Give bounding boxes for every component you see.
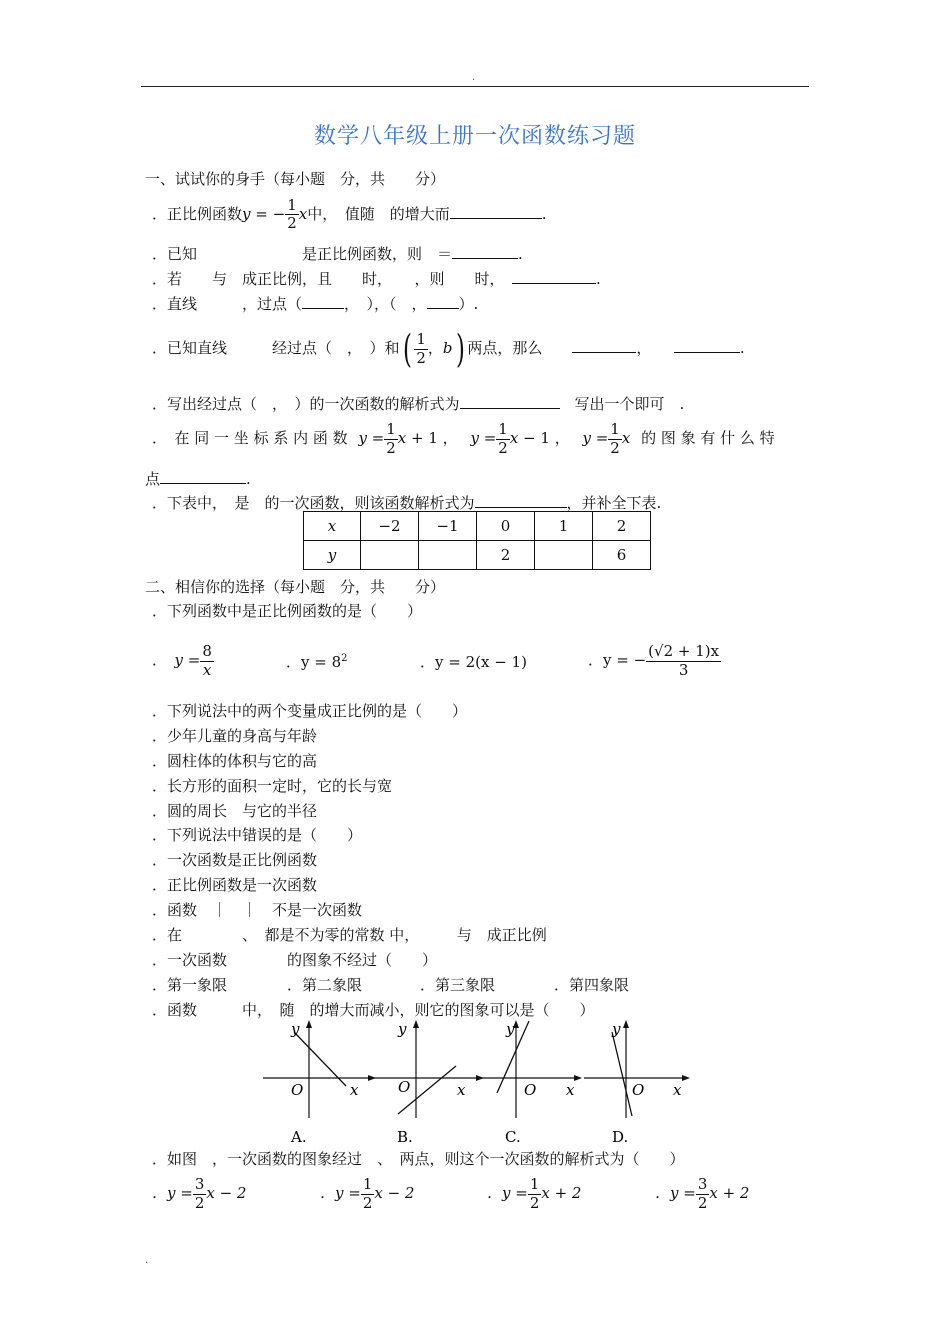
question-3: ．若 与 成正比例，且 时， ，则 时， .	[152, 270, 601, 288]
graph-option-a[interactable]	[258, 1018, 383, 1148]
question-14: ．如图 ，一次函数的图象经过 、 两点，则这个一次函数的解析式为（ ）	[152, 1150, 685, 1168]
table-row: y 2 6	[304, 541, 651, 570]
question-11-option-c[interactable]: ．函数 ｜ ｜ 不是一次函数	[152, 901, 363, 919]
question-12-option-d[interactable]: ．第四象限	[554, 976, 630, 994]
svg-text:O: O	[524, 1081, 537, 1099]
question-10-option-a[interactable]: ．少年儿童的身高与年龄	[152, 727, 318, 745]
svg-text:x: x	[566, 1081, 575, 1099]
question-12-option-c[interactable]: ．第三象限	[420, 976, 496, 994]
svg-text:y: y	[398, 1020, 407, 1038]
question-13: ．函数 中， 随 的增大而减小，则它的图象可以是（ ）	[152, 1001, 595, 1019]
question-14-option-b[interactable]: ．y = $\frac{1}{2}$ x − 2	[320, 1175, 415, 1212]
answer-blank[interactable]	[452, 244, 518, 259]
question-11-option-a[interactable]: ．一次函数是正比例函数	[152, 851, 318, 869]
footer-dot: .	[145, 1255, 149, 1266]
svg-text:C.: C.	[505, 1128, 521, 1146]
graph-option-d[interactable]	[582, 1018, 707, 1148]
fraction-half: $\frac{1}{2}$	[287, 196, 297, 233]
section2-heading: 二、相信你的选择（每小题 分，共 分）	[145, 578, 446, 596]
question-11-option-b[interactable]: ．正比例函数是一次函数	[152, 876, 318, 894]
value-table	[303, 511, 651, 570]
graph-option-c[interactable]	[474, 1018, 599, 1148]
svg-text:O: O	[291, 1081, 304, 1099]
section1-heading: 一、试试你的身手（每小题 分，共 分）	[145, 170, 446, 188]
question-14-option-c[interactable]: ．y = $\frac{1}{2}$ x + 2	[487, 1175, 582, 1212]
question-8: ．下表中， 是 的一次函数，则该函数解析式为 ，并补全下表.	[152, 494, 662, 512]
svg-text:B.: B.	[397, 1128, 413, 1146]
answer-blank[interactable]	[427, 294, 459, 309]
answer-blank[interactable]	[450, 204, 542, 219]
question-9-option-c[interactable]: ．y = 2(x − 1)	[420, 653, 527, 671]
question-11-option-d[interactable]: ．在 、 都是不为零的常数 中， 与 成正比例	[152, 926, 547, 944]
question-6: ．写出经过点（ ， ）的一次函数的解析式为 写出一个即可 .	[152, 395, 685, 413]
answer-blank[interactable]	[460, 394, 560, 409]
question-10-option-b[interactable]: ．圆柱体的体积与它的高	[152, 752, 318, 770]
svg-text:y: y	[291, 1020, 300, 1038]
svg-text:x: x	[673, 1081, 682, 1099]
question-5: ．已知直线 经过点（ ， ）和( $\frac{1}{2}$ ，b) 两点，那么 ， .	[152, 327, 745, 371]
graph-option-b[interactable]	[366, 1018, 491, 1148]
answer-blank[interactable]	[512, 269, 596, 284]
question-12-option-a[interactable]: ．第一象限	[152, 976, 228, 994]
answer-blank[interactable]	[160, 469, 246, 484]
answer-blank[interactable]	[475, 493, 567, 508]
question-7-cont: 点 .	[145, 470, 251, 488]
question-9-option-d[interactable]: ．y = − $\frac{(√2 + 1)x}{3}$	[588, 642, 720, 679]
svg-text:O: O	[632, 1081, 645, 1099]
question-9-option-a[interactable]: ． y = $\frac{8}{x}$	[152, 642, 212, 679]
question-14-option-a[interactable]: ．y = $\frac{3}{2}$ x − 2	[152, 1175, 247, 1212]
answer-blank[interactable]	[674, 338, 740, 353]
question-7: ． 在 同 一 坐 标 系 内 函 数 y = $\frac{1}{2}$ x + 1 ， y = $\frac{1}{2}$ x − 1 ， y = $\frac{1}{2}$ x 的 图 象 有 什 么 特	[152, 420, 775, 457]
svg-text:O: O	[398, 1078, 411, 1096]
svg-text:x: x	[350, 1081, 359, 1099]
svg-text:y: y	[612, 1020, 621, 1038]
answer-blank[interactable]	[572, 338, 636, 353]
question-10-option-c[interactable]: ．长方形的面积一定时，它的长与宽	[152, 777, 393, 795]
question-12-option-b[interactable]: ．第二象限	[287, 976, 363, 994]
question-9: ．下列函数中是正比例函数的是（ ）	[152, 602, 423, 620]
answer-blank[interactable]	[302, 294, 344, 309]
header-dot: .	[472, 72, 476, 83]
svg-text:A.: A.	[291, 1128, 307, 1146]
question-4: ．直线 ，过点（ ， ），（ ， ）.	[152, 295, 479, 313]
header-rule	[141, 86, 809, 87]
svg-text:x: x	[457, 1081, 466, 1099]
page-title: 数学八年级上册一次函数练习题	[313, 124, 636, 149]
question-14-option-d[interactable]: ．y = $\frac{3}{2}$ x + 2	[655, 1175, 750, 1212]
question-11: ．下列说法中错误的是（ ）	[152, 826, 363, 844]
table-row: x −2 −1 0 1 2	[304, 512, 651, 541]
svg-text:y: y	[506, 1020, 515, 1038]
question-10-option-d[interactable]: ．圆的周长 与它的半径	[152, 802, 318, 820]
question-12: ．一次函数 的图象不经过（ ）	[152, 951, 438, 969]
question-2: ．已知 是正比例函数，则 ＝ .	[152, 245, 523, 263]
question-10: ．下列说法中的两个变量成正比例的是（ ）	[152, 702, 468, 720]
question-9-option-b[interactable]: ．$y = 8^2$	[286, 653, 348, 671]
svg-text:D.: D.	[612, 1128, 629, 1146]
question-1: ．正比例函数y = − $\frac{1}{2}$ x中， 值随 的增大而 .	[152, 196, 547, 233]
